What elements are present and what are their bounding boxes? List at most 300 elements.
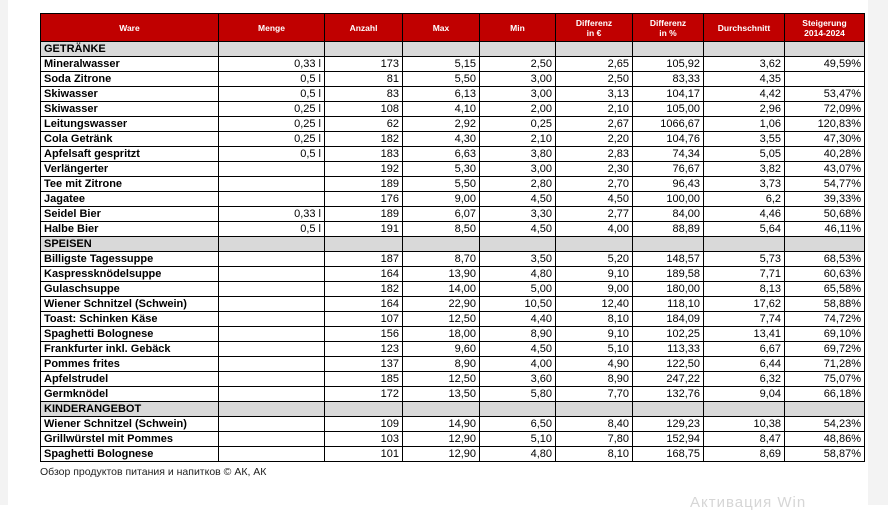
value-cell: 4,50 [480,342,556,357]
value-cell: 4,30 [403,132,480,147]
value-cell: 40,28% [785,147,865,162]
value-cell: 53,47% [785,87,865,102]
section-filler-cell [480,402,556,417]
value-cell: 49,59% [785,57,865,72]
section-row [41,42,865,57]
value-cell: 7,80 [556,432,633,447]
section-filler-cell [785,402,865,417]
value-cell: 48,86% [785,432,865,447]
value-cell: 2,96 [704,102,785,117]
value-cell: 65,58% [785,282,865,297]
value-cell: 184,09 [633,312,704,327]
item-name-cell: Wiener Schnitzel (Schwein) [41,297,219,312]
value-cell: 8,90 [556,372,633,387]
value-cell: 14,90 [403,417,480,432]
value-cell [219,432,325,447]
activation-watermark: Активация Win [690,494,807,511]
value-cell: 3,00 [480,72,556,87]
value-cell: 5,15 [403,57,480,72]
item-name-cell: Germknödel [41,387,219,402]
column-header-line: Menge [258,22,285,33]
value-cell: 66,18% [785,387,865,402]
column-header [403,14,480,42]
value-cell: 5,50 [403,72,480,87]
value-cell: 3,13 [556,87,633,102]
value-cell: 8,70 [403,252,480,267]
value-cell [219,297,325,312]
value-cell: 69,72% [785,342,865,357]
section-filler-cell [219,402,325,417]
column-header [480,14,556,42]
value-cell [219,372,325,387]
column-header-line: Differenz [649,17,687,28]
value-cell: 58,88% [785,297,865,312]
item-name-cell: Wiener Schnitzel (Schwein) [41,417,219,432]
value-cell: 96,43 [633,177,704,192]
item-name-cell: Cola Getränk [41,132,219,147]
value-cell [219,387,325,402]
value-cell: 189 [325,207,403,222]
value-cell: 9,04 [704,387,785,402]
value-cell: 247,22 [633,372,704,387]
value-cell: 46,11% [785,222,865,237]
value-cell: 189,58 [633,267,704,282]
section-filler-cell [633,237,704,252]
value-cell: 74,34 [633,147,704,162]
value-cell: 4,50 [480,192,556,207]
value-cell: 13,41 [704,327,785,342]
value-cell: 4,46 [704,207,785,222]
table-row [41,297,865,312]
value-cell: 2,10 [480,132,556,147]
table-row [41,447,865,462]
value-cell: 74,72% [785,312,865,327]
value-cell: 71,28% [785,357,865,372]
value-cell: 84,00 [633,207,704,222]
value-cell: 182 [325,282,403,297]
value-cell: 109 [325,417,403,432]
value-cell: 103 [325,432,403,447]
table-row [41,192,865,207]
value-cell: 4,50 [556,192,633,207]
item-name-cell: Apfelstrudel [41,372,219,387]
section-row [41,237,865,252]
value-cell: 3,73 [704,177,785,192]
value-cell: 5,05 [704,147,785,162]
value-cell: 2,70 [556,177,633,192]
value-cell: 5,10 [480,432,556,447]
section-filler-cell [633,42,704,57]
value-cell: 113,33 [633,342,704,357]
value-cell: 4,50 [480,222,556,237]
value-cell: 185 [325,372,403,387]
column-header [785,14,865,42]
value-cell: 3,62 [704,57,785,72]
value-cell [219,447,325,462]
item-name-cell: Halbe Bier [41,222,219,237]
column-header-line: Min [510,22,525,33]
value-cell: 6,13 [403,87,480,102]
value-cell: 122,50 [633,357,704,372]
table-row [41,267,865,282]
value-cell: 12,50 [403,312,480,327]
table-row [41,102,865,117]
value-cell: 168,75 [633,447,704,462]
value-cell: 101 [325,447,403,462]
section-filler-cell [633,402,704,417]
item-name-cell: Jagatee [41,192,219,207]
item-name-cell: Skiwasser [41,87,219,102]
value-cell [219,417,325,432]
value-cell: 8,90 [480,327,556,342]
section-title: KINDERANGEBOT [41,402,219,417]
value-cell: 8,50 [403,222,480,237]
table-row [41,282,865,297]
value-cell: 54,77% [785,177,865,192]
value-cell: 5,10 [556,342,633,357]
value-cell: 0,5 l [219,147,325,162]
value-cell: 6,44 [704,357,785,372]
section-filler-cell [403,402,480,417]
value-cell: 54,23% [785,417,865,432]
table-row [41,222,865,237]
value-cell: 0,5 l [219,87,325,102]
value-cell: 132,76 [633,387,704,402]
value-cell: 0,33 l [219,207,325,222]
value-cell: 187 [325,252,403,267]
value-cell [219,162,325,177]
value-cell: 7,71 [704,267,785,282]
table-caption: Обзор продуктов питания и напитков © АК, АК [40,466,267,478]
value-cell: 8,10 [556,447,633,462]
value-cell: 172 [325,387,403,402]
value-cell: 2,50 [480,57,556,72]
column-header [219,14,325,42]
value-cell: 4,40 [480,312,556,327]
table-row [41,117,865,132]
value-cell: 8,40 [556,417,633,432]
section-filler-cell [704,402,785,417]
value-cell: 43,07% [785,162,865,177]
value-cell: 4,00 [480,357,556,372]
section-filler-cell [556,42,633,57]
item-name-cell: Pommes frites [41,357,219,372]
value-cell: 2,65 [556,57,633,72]
value-cell: 2,30 [556,162,633,177]
value-cell: 9,60 [403,342,480,357]
value-cell: 4,80 [480,447,556,462]
item-name-cell: Grillwürstel mit Pommes [41,432,219,447]
value-cell: 9,00 [556,282,633,297]
item-name-cell: Mineralwasser [41,57,219,72]
value-cell: 2,10 [556,102,633,117]
table-row [41,417,865,432]
value-cell: 9,00 [403,192,480,207]
section-filler-cell [480,42,556,57]
value-cell: 8,13 [704,282,785,297]
section-row [41,402,865,417]
table-row [41,387,865,402]
value-cell: 0,25 l [219,117,325,132]
value-cell: 108 [325,102,403,117]
value-cell: 4,00 [556,222,633,237]
value-cell [219,282,325,297]
value-cell: 62 [325,117,403,132]
value-cell: 5,50 [403,177,480,192]
value-cell: 0,25 l [219,102,325,117]
section-filler-cell [325,402,403,417]
value-cell: 1,06 [704,117,785,132]
value-cell: 0,5 l [219,222,325,237]
value-cell: 5,64 [704,222,785,237]
value-cell: 100,00 [633,192,704,207]
section-filler-cell [403,237,480,252]
value-cell: 8,10 [556,312,633,327]
item-name-cell: Kaspressknödelsuppe [41,267,219,282]
column-header-line: Anzahl [349,22,378,33]
value-cell: 17,62 [704,297,785,312]
section-title: SPEISEN [41,237,219,252]
value-cell: 83 [325,87,403,102]
value-cell: 118,10 [633,297,704,312]
table-row [41,72,865,87]
table-row [41,312,865,327]
value-cell: 6,07 [403,207,480,222]
value-cell: 50,68% [785,207,865,222]
table-row [41,432,865,447]
section-filler-cell [219,42,325,57]
value-cell: 9,10 [556,267,633,282]
value-cell: 152,94 [633,432,704,447]
value-cell: 8,69 [704,447,785,462]
value-cell: 148,57 [633,252,704,267]
value-cell: 12,90 [403,432,480,447]
value-cell: 0,5 l [219,72,325,87]
item-name-cell: Tee mit Zitrone [41,177,219,192]
section-filler-cell [556,237,633,252]
value-cell: 189 [325,177,403,192]
value-cell: 18,00 [403,327,480,342]
value-cell: 83,33 [633,72,704,87]
price-table [40,13,865,462]
value-cell: 8,90 [403,357,480,372]
value-cell: 107 [325,312,403,327]
value-cell: 105,92 [633,57,704,72]
value-cell: 105,00 [633,102,704,117]
section-filler-cell [219,237,325,252]
column-header-line: Max [432,22,450,33]
value-cell: 4,42 [704,87,785,102]
table-row [41,177,865,192]
value-cell: 47,30% [785,132,865,147]
value-cell: 72,09% [785,102,865,117]
value-cell: 3,00 [480,162,556,177]
table-row [41,357,865,372]
value-cell: 4,80 [480,267,556,282]
section-filler-cell [785,237,865,252]
value-cell: 12,90 [403,447,480,462]
table-row [41,147,865,162]
item-name-cell: Soda Zitrone [41,72,219,87]
table-row [41,252,865,267]
column-header-line: Ware [119,22,140,33]
value-cell: 12,40 [556,297,633,312]
value-cell: 0,25 l [219,132,325,147]
value-cell: 2,00 [480,102,556,117]
value-cell: 120,83% [785,117,865,132]
value-cell: 3,30 [480,207,556,222]
value-cell: 104,17 [633,87,704,102]
value-cell [219,312,325,327]
section-filler-cell [325,42,403,57]
value-cell: 60,63% [785,267,865,282]
value-cell: 8,47 [704,432,785,447]
value-cell: 2,92 [403,117,480,132]
column-header [633,14,704,42]
value-cell: 164 [325,297,403,312]
value-cell: 4,90 [556,357,633,372]
value-cell: 9,10 [556,327,633,342]
value-cell [219,252,325,267]
table-body [41,42,865,462]
value-cell: 81 [325,72,403,87]
section-filler-cell [785,42,865,57]
value-cell: 173 [325,57,403,72]
table-row [41,327,865,342]
value-cell: 2,67 [556,117,633,132]
value-cell: 5,20 [556,252,633,267]
column-header-line: Durchschnitt [717,22,771,33]
item-name-cell: Apfelsaft gespritzt [41,147,219,162]
value-cell: 192 [325,162,403,177]
value-cell: 68,53% [785,252,865,267]
section-filler-cell [704,237,785,252]
value-cell: 2,20 [556,132,633,147]
column-header-line: 2014-2024 [804,27,845,38]
value-cell: 39,33% [785,192,865,207]
item-name-cell: Leitungswasser [41,117,219,132]
value-cell: 3,80 [480,147,556,162]
table-row [41,162,865,177]
table-row [41,87,865,102]
item-name-cell: Seidel Bier [41,207,219,222]
value-cell: 69,10% [785,327,865,342]
left-margin-strip [0,0,8,505]
item-name-cell: Skiwasser [41,102,219,117]
value-cell: 10,50 [480,297,556,312]
table-row [41,132,865,147]
table-header-row [41,14,865,42]
column-header-line: in € [586,27,602,38]
column-header-line: Steigerung [802,17,847,28]
value-cell: 183 [325,147,403,162]
value-cell: 13,90 [403,267,480,282]
column-header-line: Differenz [575,17,613,28]
value-cell: 5,73 [704,252,785,267]
value-cell: 3,00 [480,87,556,102]
value-cell: 3,55 [704,132,785,147]
right-margin-strip [868,0,888,505]
value-cell: 0,33 l [219,57,325,72]
value-cell: 182 [325,132,403,147]
column-header [556,14,633,42]
section-filler-cell [325,237,403,252]
column-header-line: in % [659,27,677,38]
column-header [325,14,403,42]
value-cell: 6,67 [704,342,785,357]
value-cell: 13,50 [403,387,480,402]
value-cell: 2,77 [556,207,633,222]
section-filler-cell [403,42,480,57]
value-cell: 3,60 [480,372,556,387]
column-header [41,14,219,42]
value-cell: 6,2 [704,192,785,207]
value-cell: 7,74 [704,312,785,327]
item-name-cell: Billigste Tagessuppe [41,252,219,267]
value-cell: 12,50 [403,372,480,387]
value-cell: 164 [325,267,403,282]
item-name-cell: Frankfurter inkl. Gebäck [41,342,219,357]
item-name-cell: Spaghetti Bolognese [41,447,219,462]
value-cell: 5,30 [403,162,480,177]
value-cell: 7,70 [556,387,633,402]
value-cell: 4,35 [704,72,785,87]
value-cell [219,327,325,342]
value-cell: 102,25 [633,327,704,342]
value-cell: 1066,67 [633,117,704,132]
value-cell: 58,87% [785,447,865,462]
value-cell: 22,90 [403,297,480,312]
value-cell: 2,83 [556,147,633,162]
value-cell: 3,82 [704,162,785,177]
value-cell: 2,50 [556,72,633,87]
value-cell: 76,67 [633,162,704,177]
value-cell [219,357,325,372]
value-cell: 176 [325,192,403,207]
value-cell: 5,00 [480,282,556,297]
item-name-cell: Gulaschsuppe [41,282,219,297]
table-row [41,342,865,357]
value-cell: 4,10 [403,102,480,117]
section-filler-cell [704,42,785,57]
value-cell [219,342,325,357]
value-cell: 3,50 [480,252,556,267]
value-cell [219,177,325,192]
table-row [41,207,865,222]
value-cell: 104,76 [633,132,704,147]
value-cell: 2,80 [480,177,556,192]
section-filler-cell [556,402,633,417]
table-row [41,372,865,387]
value-cell: 123 [325,342,403,357]
item-name-cell: Verlängerter [41,162,219,177]
value-cell: 88,89 [633,222,704,237]
value-cell [219,192,325,207]
value-cell: 180,00 [633,282,704,297]
value-cell: 6,32 [704,372,785,387]
value-cell: 137 [325,357,403,372]
value-cell: 10,38 [704,417,785,432]
value-cell [785,72,865,87]
section-title: GETRÄNKE [41,42,219,57]
value-cell: 14,00 [403,282,480,297]
column-header [704,14,785,42]
value-cell: 156 [325,327,403,342]
table-row [41,57,865,72]
value-cell: 0,25 [480,117,556,132]
value-cell: 129,23 [633,417,704,432]
value-cell: 75,07% [785,372,865,387]
